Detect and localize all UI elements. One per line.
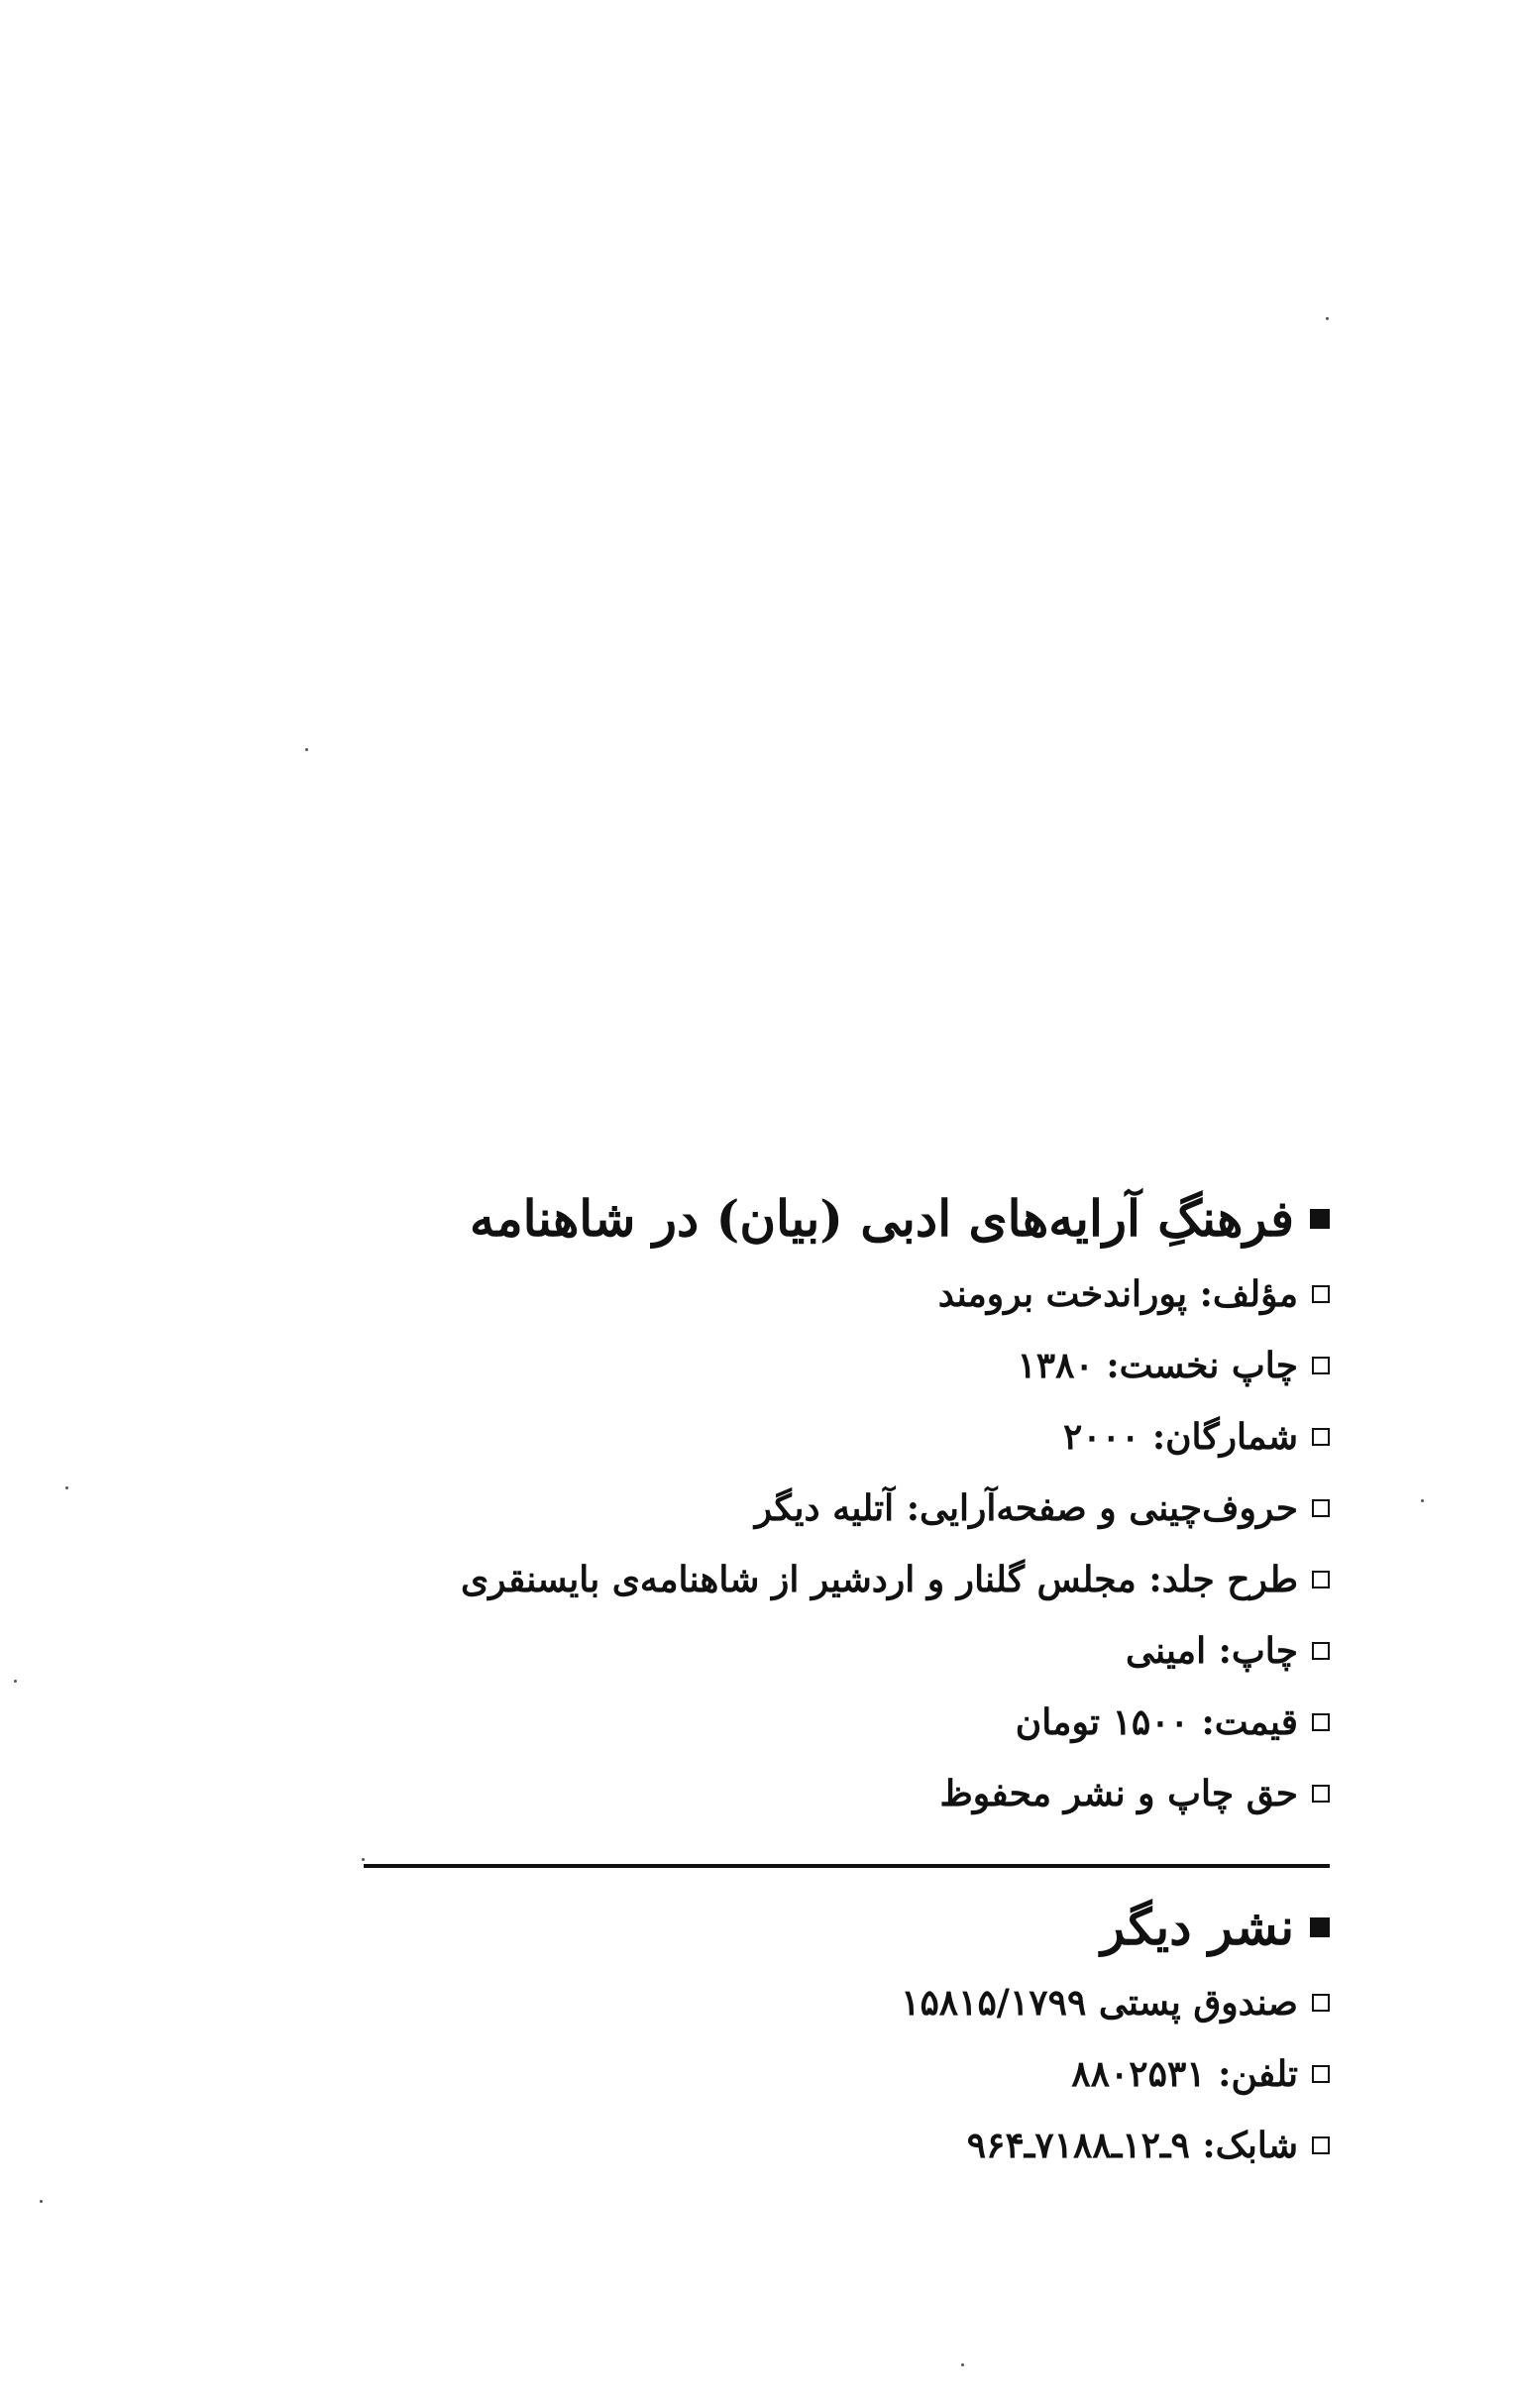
section-divider bbox=[364, 1864, 1330, 1868]
hollow-square-bullet-icon bbox=[1312, 1994, 1330, 2012]
book-detail-text: قیمت: ۱۵۰۰ تومان bbox=[1015, 1701, 1298, 1743]
book-detail-copyright bbox=[190, 1758, 1330, 1829]
colophon bbox=[190, 1179, 1330, 2181]
book-title: فرهنگِ آرایه‌های ادبی (بیان) در شاهنامه bbox=[470, 1189, 1294, 1248]
book-details-list bbox=[190, 1259, 1330, 1829]
hollow-square-bullet-icon bbox=[1312, 1785, 1330, 1803]
book-detail-text: چاپ نخست: ۱۳۸۰ bbox=[1017, 1345, 1298, 1386]
publisher-detail-text: صندوق پستی ۱۵۸۱۵/۱۷۹۹ bbox=[901, 1982, 1298, 2024]
filled-square-bullet-icon bbox=[1310, 1209, 1330, 1229]
scan-speck bbox=[362, 1858, 365, 1861]
hollow-square-bullet-icon bbox=[1312, 1642, 1330, 1660]
book-detail-text: مؤلف: پوراندخت برومند bbox=[937, 1273, 1298, 1315]
hollow-square-bullet-icon bbox=[1312, 1499, 1330, 1517]
book-detail-price bbox=[190, 1687, 1330, 1758]
hollow-square-bullet-icon bbox=[1312, 1428, 1330, 1446]
publisher-detail-isbn bbox=[190, 2110, 1330, 2181]
book-detail-typesetting bbox=[190, 1473, 1330, 1544]
hollow-square-bullet-icon bbox=[1312, 2065, 1330, 2083]
hollow-square-bullet-icon bbox=[1312, 1571, 1330, 1588]
scan-speck bbox=[65, 1486, 68, 1489]
book-title-row bbox=[190, 1179, 1330, 1259]
scan-speck bbox=[1421, 1499, 1424, 1502]
filled-square-bullet-icon bbox=[1310, 1917, 1330, 1937]
publisher-name: نشر دیگر bbox=[1101, 1898, 1294, 1956]
scan-speck bbox=[961, 2363, 964, 2366]
book-detail-text: طرح جلد: مجلس گلنار و اردشیر از شاهنامه‌ی بایسنقری bbox=[460, 1559, 1298, 1600]
book-detail-text: چاپ: امینی bbox=[1126, 1630, 1298, 1672]
publisher-detail-phone bbox=[190, 2038, 1330, 2110]
book-detail-text: حروف‌چینی و صفحه‌آرایی: آتلیه دیگر bbox=[754, 1487, 1298, 1529]
publisher-detail-po-box bbox=[190, 1967, 1330, 2038]
book-detail-author bbox=[190, 1259, 1330, 1330]
publisher-detail-text: تلفن: ۸۸۰۲۵۳۱ bbox=[1071, 2053, 1298, 2095]
hollow-square-bullet-icon bbox=[1312, 1713, 1330, 1731]
hollow-square-bullet-icon bbox=[1312, 1285, 1330, 1303]
book-detail-printer bbox=[190, 1615, 1330, 1687]
publisher-details-list bbox=[190, 1967, 1330, 2181]
publisher-title-row bbox=[190, 1888, 1330, 1967]
scan-speck bbox=[40, 2200, 43, 2203]
scan-speck bbox=[1326, 317, 1329, 320]
scan-speck bbox=[14, 1680, 17, 1683]
hollow-square-bullet-icon bbox=[1312, 2136, 1330, 2154]
hollow-square-bullet-icon bbox=[1312, 1357, 1330, 1374]
book-detail-cover-design bbox=[190, 1544, 1330, 1615]
book-detail-text: حق چاپ و نشر محفوظ bbox=[939, 1773, 1298, 1814]
scan-speck bbox=[305, 748, 308, 751]
book-detail-text: شمارگان: ۲۰۰۰ bbox=[1062, 1416, 1298, 1458]
book-detail-print-run bbox=[190, 1401, 1330, 1473]
book-detail-first-print bbox=[190, 1330, 1330, 1401]
publisher-detail-text: شابک: ۹ـ۱۲ـ۷۱۸۸ـ۹۶۴ bbox=[966, 2125, 1298, 2166]
